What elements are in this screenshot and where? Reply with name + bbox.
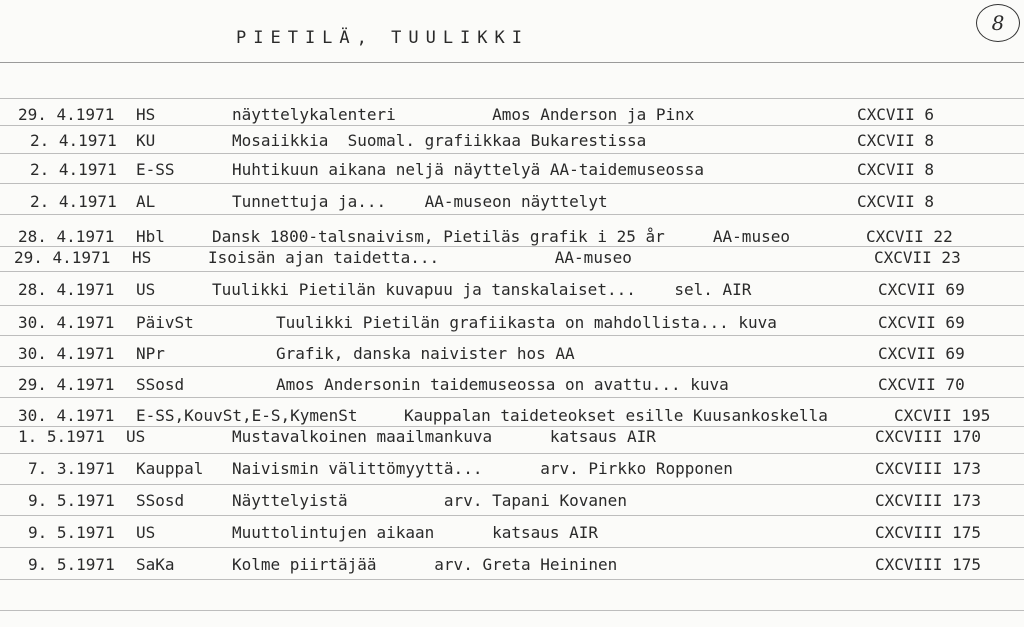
- entry-row: [0, 280, 1024, 300]
- entry-source: E-SS,KouvSt,E-S,KymenSt: [136, 406, 358, 425]
- entry-row: [0, 313, 1024, 333]
- entry-source: SaKa: [136, 555, 175, 574]
- ruled-line: [0, 484, 1024, 485]
- entry-source: SSosd: [136, 491, 185, 510]
- entry-ref: CXCVIII 170: [875, 427, 981, 446]
- entry-ref: CXCVII 8: [857, 160, 935, 179]
- entry-text: näyttelykalenteri Amos Anderson ja Pinx: [232, 105, 695, 124]
- entry-source: HS: [132, 248, 152, 267]
- entry-text: Dansk 1800-talsnaivism, Pietiläs grafik i 25 år AA-museo: [212, 227, 790, 246]
- entry-source: US: [136, 523, 156, 542]
- entry-date: 30. 4.1971: [18, 313, 115, 332]
- entry-source: US: [136, 280, 156, 299]
- entry-row: [0, 491, 1024, 511]
- entry-date: 7. 3.1971: [28, 459, 115, 478]
- entry-row: [0, 105, 1024, 125]
- entry-date: 2. 4.1971: [30, 192, 117, 211]
- entry-row: [0, 406, 1024, 426]
- entry-source: Hbl: [136, 227, 165, 246]
- entry-text: Tunnettuja ja... AA-museon näyttelyt: [232, 192, 608, 211]
- entry-text: Huhtikuun aikana neljä näyttelyä AA-taidemuseossa: [232, 160, 705, 179]
- entry-ref: CXCVII 70: [878, 375, 965, 394]
- entry-ref: CXCVIII 173: [875, 459, 981, 478]
- entry-text: Kolme piirtäjää arv. Greta Heininen: [232, 555, 618, 574]
- entry-source: KU: [136, 131, 156, 150]
- ruled-line: [0, 397, 1024, 398]
- entry-ref: CXCVII 23: [874, 248, 961, 267]
- ruled-line: [0, 579, 1024, 580]
- entry-date: 9. 5.1971: [28, 555, 115, 574]
- entry-ref: CXCVII 22: [866, 227, 953, 246]
- entry-date: 30. 4.1971: [18, 344, 115, 363]
- entry-text: Mustavalkoinen maailmankuva katsaus AIR: [232, 427, 656, 446]
- ruled-line: [0, 366, 1024, 367]
- ruled-line: [0, 183, 1024, 184]
- entry-ref: CXCVII 8: [857, 131, 935, 150]
- entry-text: Isoisän ajan taidetta... AA-museo: [208, 248, 632, 267]
- entry-row: [0, 459, 1024, 479]
- entry-date: 9. 5.1971: [28, 523, 115, 542]
- entry-text: Näyttelyistä arv. Tapani Kovanen: [232, 491, 627, 510]
- entry-source: SSosd: [136, 375, 185, 394]
- ruled-line: [0, 271, 1024, 272]
- entry-ref: CXCVII 8: [857, 192, 935, 211]
- entry-row: [0, 427, 1024, 447]
- entry-row: [0, 344, 1024, 364]
- entry-date: 28. 4.1971: [18, 227, 115, 246]
- ruled-line: [0, 453, 1024, 454]
- entry-date: 29. 4.1971: [18, 375, 115, 394]
- entry-row: [0, 555, 1024, 575]
- entry-date: 29. 4.1971: [14, 248, 111, 267]
- entry-date: 29. 4.1971: [18, 105, 115, 124]
- entry-source: NPr: [136, 344, 165, 363]
- ruled-line: [0, 547, 1024, 548]
- ruled-line: [0, 98, 1024, 99]
- entry-ref: CXCVII 69: [878, 313, 965, 332]
- entry-date: 2. 4.1971: [30, 160, 117, 179]
- entry-date: 9. 5.1971: [28, 491, 115, 510]
- ruled-line: [0, 335, 1024, 336]
- entry-text: Mosaiikkia Suomal. grafiikkaa Bukarestissa: [232, 131, 647, 150]
- entry-text: Tuulikki Pietilän kuvapuu ja tanskalaiset... sel. AIR: [212, 280, 752, 299]
- ruled-line: [0, 214, 1024, 215]
- entry-row: [0, 248, 1024, 268]
- entry-ref: CXCVII 69: [878, 280, 965, 299]
- entry-text: Tuulikki Pietilän grafiikasta on mahdollista... kuva: [276, 313, 777, 332]
- entry-date: 30. 4.1971: [18, 406, 115, 425]
- header-rule: [0, 62, 1024, 63]
- entry-row: [0, 227, 1024, 247]
- entry-ref: CXCVII 6: [857, 105, 935, 124]
- ruled-line: [0, 125, 1024, 126]
- entry-date: 1. 5.1971: [18, 427, 105, 446]
- entry-date: 28. 4.1971: [18, 280, 115, 299]
- entry-ref: CXCVIII 175: [875, 555, 981, 574]
- entry-date: 2. 4.1971: [30, 131, 117, 150]
- entry-ref: CXCVIII 173: [875, 491, 981, 510]
- entry-row: [0, 523, 1024, 543]
- entry-text: Kauppalan taideteokset esille Kuusankoskella: [404, 406, 828, 425]
- entry-text: Amos Andersonin taidemuseossa on avattu... kuva: [276, 375, 729, 394]
- entry-ref: CXCVIII 175: [875, 523, 981, 542]
- entry-row: [0, 375, 1024, 395]
- entry-row: [0, 192, 1024, 212]
- entry-text: Grafik, danska naivister hos AA: [276, 344, 575, 363]
- entry-source: Kauppal: [136, 459, 204, 478]
- entry-source: HS: [136, 105, 156, 124]
- entry-ref: CXCVII 69: [878, 344, 965, 363]
- entry-source: US: [126, 427, 146, 446]
- page-number-badge: 8: [976, 4, 1020, 42]
- ruled-line: [0, 153, 1024, 154]
- ruled-line: [0, 515, 1024, 516]
- footer-rule: [0, 610, 1024, 611]
- entry-text: Naivismin välittömyyttä... arv. Pirkko Ropponen: [232, 459, 733, 478]
- entry-text: Muuttolintujen aikaan katsaus AIR: [232, 523, 599, 542]
- entry-row: [0, 131, 1024, 151]
- entry-source: AL: [136, 192, 156, 211]
- entry-ref: CXCVII 195: [894, 406, 991, 425]
- ruled-line: [0, 305, 1024, 306]
- entry-row: [0, 160, 1024, 180]
- entry-source: PäivSt: [136, 313, 194, 332]
- card-title: PIETILÄ, TUULIKKI: [236, 28, 529, 48]
- entry-source: E-SS: [136, 160, 175, 179]
